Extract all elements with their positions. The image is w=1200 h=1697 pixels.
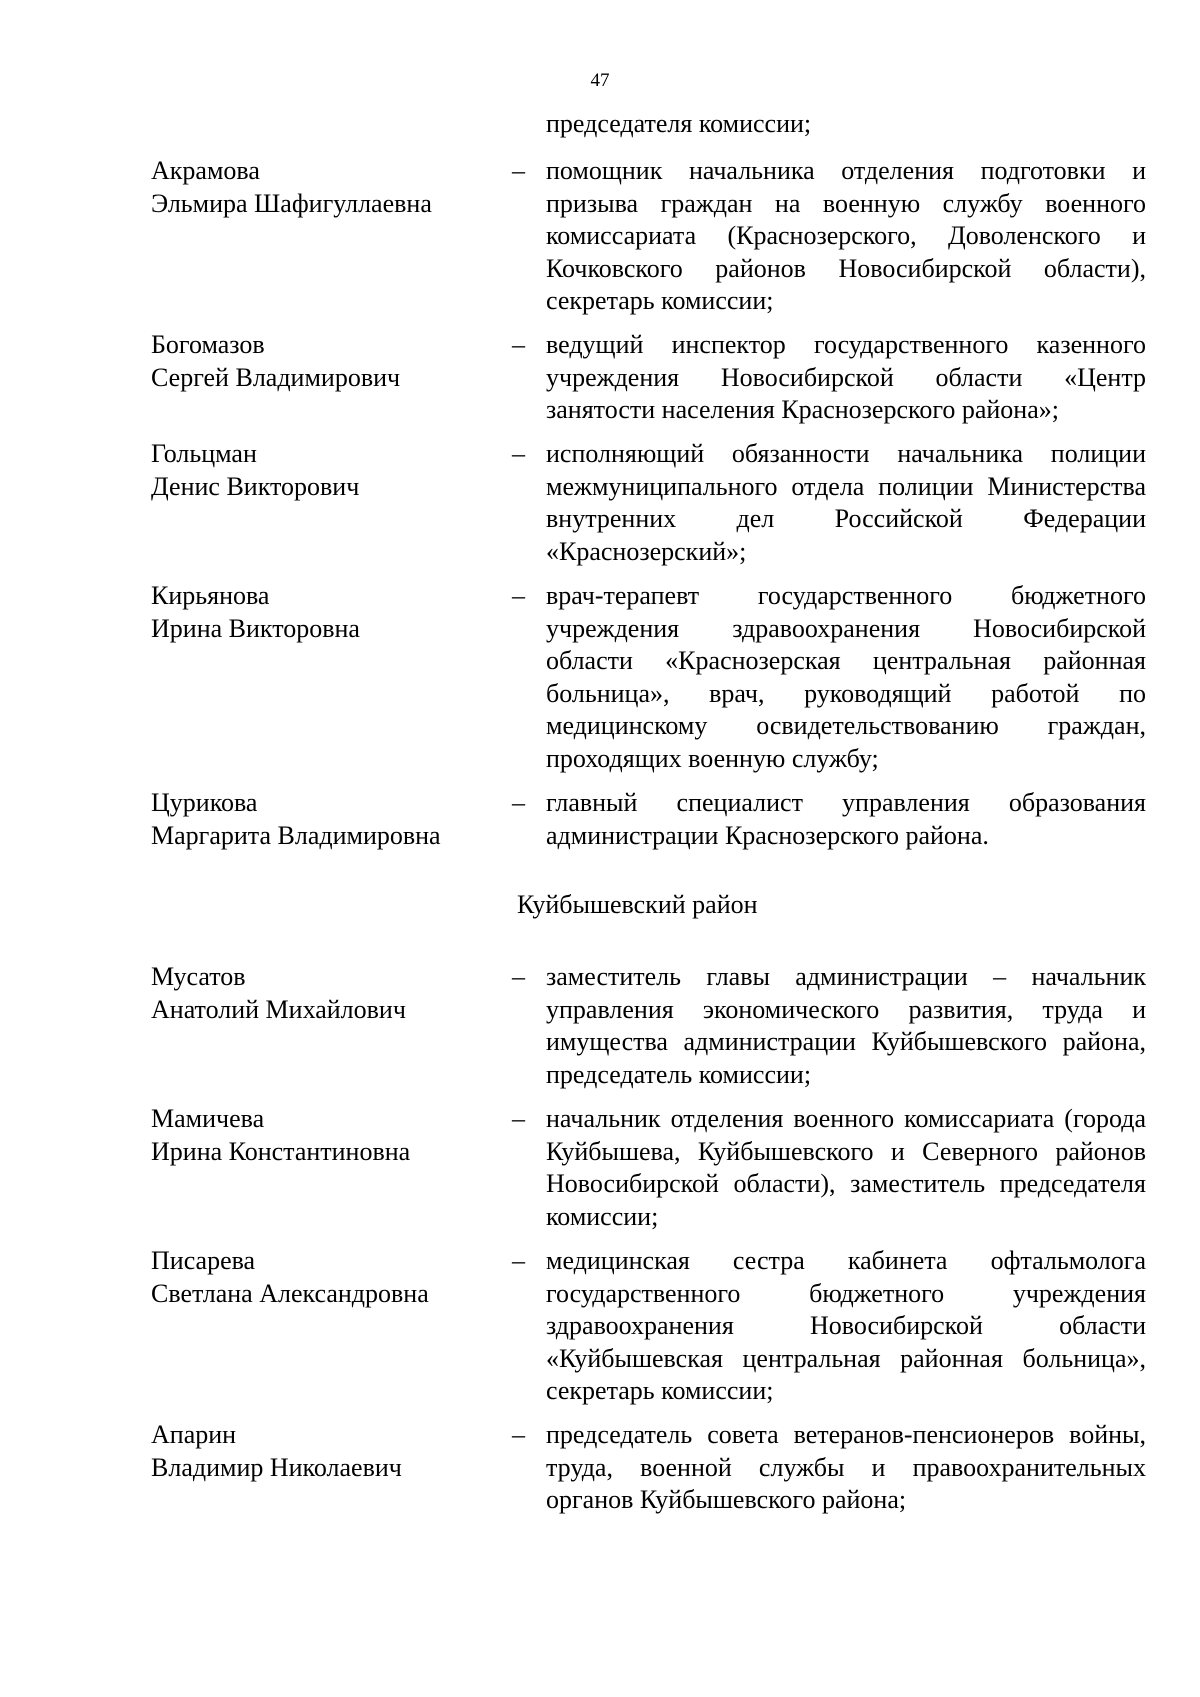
page-number: 47 — [590, 70, 610, 91]
member-description: председатель совета ветеранов-пенсионеров войны, труда, военной службы и правоохранительных органов Куйбышевского района; — [546, 1420, 1146, 1514]
dash-separator: – — [512, 439, 525, 468]
member-given-names: Анатолий Михайлович — [151, 994, 406, 1024]
member-description: врач-терапевт государственного бюджетного учреждения здравоохранения Новосибирской области «Краснозерская центральная районная больница», врач, руководящий работой по медицинскому освидетельствованию граждан, проходящих военную службу; — [546, 581, 1146, 773]
member-name — [151, 1103, 481, 1168]
member-description: начальник отделения военного комиссариата (города Куйбышева, Куйбышевского и Северного районов Новосибирской области), заместитель председателя комиссии; — [546, 1104, 1146, 1231]
member-given-names: Эльмира Шафигуллаевна — [151, 188, 432, 218]
member-surname: Мамичева — [151, 1104, 265, 1133]
member-description: ведущий инспектор государственного казенного учреждения Новосибирской области «Центр занятости населения Краснозерского района»; — [546, 330, 1146, 424]
member-surname: Богомазов — [151, 330, 265, 359]
member-surname: Писарева — [151, 1246, 256, 1275]
member-surname: Кирьянова — [151, 581, 270, 610]
member-given-names: Ирина Викторовна — [151, 613, 360, 643]
member-surname: Гольцман — [151, 439, 257, 468]
dash-separator: – — [512, 581, 525, 610]
member-name — [151, 961, 481, 1026]
member-name — [151, 329, 481, 394]
dash-separator: – — [512, 1246, 525, 1275]
dash-separator: – — [512, 330, 525, 359]
section-title: Куйбышевский район — [517, 890, 758, 919]
member-given-names: Ирина Константиновна — [151, 1136, 411, 1166]
member-name — [151, 580, 481, 645]
member-given-names: Владимир Николаевич — [151, 1452, 402, 1482]
member-description: медицинская сестра кабинета офтальмолога государственного бюджетного учреждения здравоохранения Новосибирской области «Куйбышевская центральная районная больница», секретарь комиссии; — [546, 1246, 1146, 1405]
dash-separator: – — [512, 788, 525, 817]
member-given-names: Сергей Владимирович — [151, 362, 401, 392]
dash-separator: – — [512, 1420, 525, 1449]
member-surname: Акрамова — [151, 156, 260, 185]
member-description: заместитель главы администрации – начальник управления экономического развития, труда и имущества администрации Куйбышевского района, председатель комиссии; — [546, 962, 1146, 1089]
member-given-names: Светлана Александровна — [151, 1278, 429, 1308]
member-given-names: Денис Викторович — [151, 471, 360, 501]
member-name — [151, 1419, 481, 1484]
member-name — [151, 155, 481, 220]
member-description: исполняющий обязанности начальника полиции межмуниципального отдела полиции Министерства внутренних дел Российской Федерации «Краснозерский»; — [546, 439, 1146, 566]
member-surname: Апарин — [151, 1420, 237, 1449]
dash-separator: – — [512, 962, 525, 991]
dash-separator: – — [512, 156, 525, 185]
member-name — [151, 1245, 481, 1310]
dash-separator: – — [512, 1104, 525, 1133]
member-surname: Мусатов — [151, 962, 246, 991]
member-given-names: Маргарита Владимировна — [151, 820, 441, 850]
continuation-text: председателя комиссии; — [546, 109, 812, 138]
member-name — [151, 438, 481, 503]
member-surname: Цурикова — [151, 788, 258, 817]
member-name — [151, 787, 481, 852]
member-description: помощник начальника отделения подготовки и призыва граждан на военную службу военного комиссариата (Краснозерского, Доволенского и Кочковского районов Новосибирской области), секретарь комиссии; — [546, 156, 1146, 315]
member-description: главный специалист управления образования администрации Краснозерского района. — [546, 788, 1146, 850]
